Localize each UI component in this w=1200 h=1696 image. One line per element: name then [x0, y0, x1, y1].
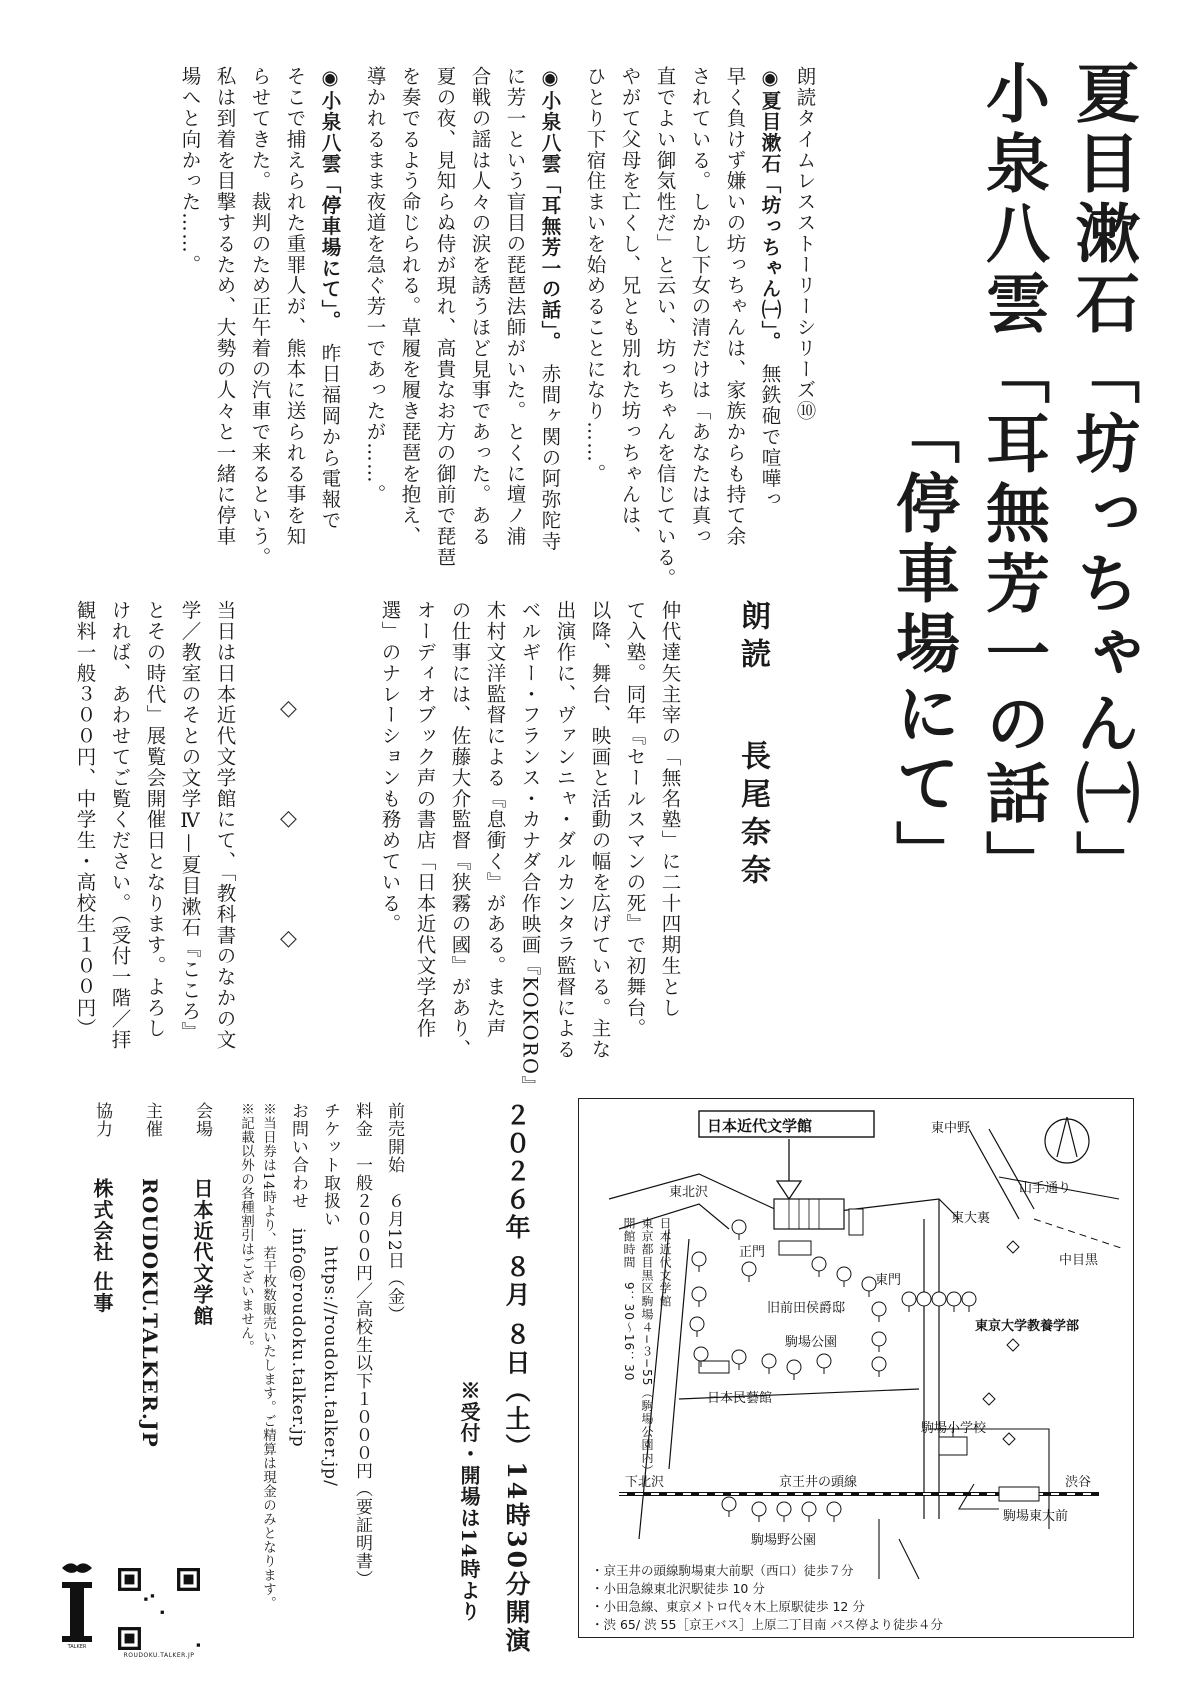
tree-icon [732, 1220, 746, 1234]
ticket-info[interactable]: チケット取扱い https://roudoku.talker.jp/ [320, 1102, 340, 1487]
story2-line: 導かれるまま夜道を急ぐ芳一であったが……。 [363, 66, 387, 505]
tree-icon [947, 1292, 961, 1306]
reader-bio-line: 仲代達矢主宰の「無名塾」に二十四期生とし [658, 600, 682, 1018]
presale-info: 前売開始 ６月12日（金） [384, 1102, 404, 1324]
tree-icon [692, 1287, 706, 1301]
tree-icon [827, 1502, 841, 1516]
story2-line: 夏の夜、見知らぬ侍が現れ、高貴なお方の御前で琵琶 [433, 66, 457, 568]
tree-icon [932, 1292, 946, 1306]
story2-first-line: ◉小泉八雲「耳無芳一の話」。 赤間ヶ関の阿弥陀寺 [538, 66, 562, 552]
building-marker [1003, 1433, 1015, 1445]
tree-icon [917, 1292, 931, 1306]
story2-line: を奏でるよう命じられる。草履を履き琵琶を抱え、 [398, 66, 422, 547]
diamond-ornament: ◇ [280, 926, 297, 951]
tree-icon [722, 1497, 736, 1511]
story3-heading: ◉小泉八雲「停車場にて」。 [318, 66, 342, 322]
exhibit-line: ければ、あわせてご覧ください。（受付一階／拝 [108, 600, 132, 1051]
building-marker [1007, 1339, 1019, 1351]
event-date: ２０２６年 ８月 ８日（土）14時30分開演 [502, 1102, 531, 1655]
qr-caption: ROUDOKU.TALKER.JP [123, 1652, 195, 1659]
exhibit-line: とその時代」展覧会開催日となります。よろし [143, 600, 167, 1039]
tree-icon [692, 1252, 706, 1266]
diamond-ornament: ◇ [280, 696, 297, 721]
building-marker [983, 1393, 995, 1405]
tree-icon [902, 1292, 916, 1306]
map-address-line: 日本近代文学館 [658, 1217, 672, 1308]
reader-bio-line: 選」のナレーションも務めている。 [378, 600, 402, 935]
tree-icon [694, 1347, 708, 1361]
reader-name: 長尾奈奈 [735, 740, 770, 892]
title-line-3: 「停車場にて」 [885, 400, 960, 890]
label-seimon: 正門 [739, 1245, 766, 1260]
tree-icon [802, 1502, 816, 1516]
title-line-2: 小泉八雲「耳無芳一の話」 [975, 60, 1050, 900]
reader-bio-line: 出演作に、ヴァンニャ・ダルカンタラ監督による [553, 600, 577, 1060]
map-title: 日本近代文学館 [707, 1117, 813, 1135]
label-komabatodaimae: 駒場東大前 [1003, 1509, 1069, 1524]
tree-icon [872, 1302, 886, 1316]
label-shibuya: 渋谷 [1065, 1475, 1092, 1490]
tree-icon [872, 1332, 886, 1346]
story3-line: 場へと向かった……。 [178, 66, 202, 275]
label-toudaiura: 東大裏 [951, 1211, 991, 1226]
venue-label: 会場 [192, 1102, 212, 1138]
label-kyouyou: 東京大学教養学部 [975, 1319, 1080, 1334]
label-higashinakano: 東中野 [931, 1121, 971, 1136]
story1-line: 早く負けず嫌いの坊っちゃんは、家族からも持て余 [723, 66, 747, 547]
story1-first-line: ◉夏目漱石「坊っちゃん㈠」。 無鉄砲で喧嘩っ [758, 66, 782, 510]
qr-module [125, 1575, 135, 1585]
story1-line: やがて父母を亡くし、兄とも別れた坊っちゃんは、 [618, 66, 642, 547]
label-higashikitazawa: 東北沢 [669, 1185, 709, 1200]
label-inokashira: 京王井の頭線 [779, 1475, 858, 1490]
tree-icon [762, 1354, 776, 1368]
story1-line: ひとり下宿住まいを始めることになり……。 [583, 66, 607, 484]
label-tomon: 東門 [875, 1273, 902, 1288]
tree-icon [690, 1317, 704, 1331]
talker-logo-text: TALKER [67, 1644, 87, 1650]
story3-line: らせてきた。裁判のため正午着の汽車で来るという。 [248, 66, 272, 568]
map-address-line: 東京都目黒区駒場４−３−55（駒場公園内） [640, 1217, 654, 1478]
qr-module [125, 1634, 135, 1644]
reader-label: 朗読 [735, 600, 770, 676]
tree-icon [787, 1360, 801, 1374]
qr-module [144, 1598, 147, 1601]
tree-icon [732, 1350, 746, 1364]
qr-module [184, 1575, 194, 1585]
label-shimokitazawa: 下北沢 [625, 1475, 665, 1490]
access-line: ・小田急線東北沢駅徒歩 10 分 [591, 1581, 765, 1596]
label-nakameguro: 中目黒 [1059, 1253, 1099, 1268]
tree-icon [962, 1292, 976, 1306]
label-maeda: 旧前田侯爵邸 [767, 1301, 846, 1316]
qr-module [161, 1611, 164, 1614]
map-address-line: 開館時間 9：30〜16：30 [622, 1217, 636, 1382]
host-name: ROUDOKU.TALKER.JP [138, 1178, 162, 1448]
story3-line: 私は到着を目撃するため、大勢の人々と一緒に停車 [213, 66, 237, 547]
exhibit-line: 観料一般３００円、中学生・高校生１００円） [73, 600, 97, 1039]
tree-icon [862, 1277, 876, 1291]
tree-icon [837, 1267, 851, 1281]
coop-name: 株式会社 仕事 [90, 1178, 114, 1314]
reader-bio-line: ベルギー・フランス・カナダ合作映画『KOKORO』 [518, 600, 542, 1097]
label-yamate: 山手通り [1019, 1181, 1072, 1196]
venue-name: 日本近代文学館 [190, 1178, 214, 1327]
label-komabano: 駒場野公園 [751, 1533, 817, 1548]
tree-icon [752, 1502, 766, 1516]
reader-bio-line: オーディオブック声の書店「日本近代文学名作 [413, 600, 437, 1039]
reader-bio-line: て入塾。同年『セールスマンの死』で初舞台。 [623, 600, 647, 1039]
qr-module [197, 1643, 200, 1646]
qr-code[interactable] [118, 1568, 200, 1659]
event-note: ※受付・開場は14時より [457, 1380, 481, 1623]
reader-bio-line: の仕事には、佐藤大介監督『狭霧の國』があり、 [448, 600, 472, 1060]
diamond-ornament: ◇ [280, 806, 297, 831]
title-line-1: 夏目漱石「坊っちゃん㈠」 [1065, 60, 1140, 900]
exhibit-line: 学／教室のそとの文学Ⅳ—夏目漱石『こころ』 [178, 600, 202, 1043]
tree-icon [812, 1257, 826, 1271]
access-map [578, 1098, 1134, 1638]
series-label: 朗読タイムレスストーリーシリーズ⑩ [793, 66, 817, 422]
contact-info[interactable]: お問い合わせ info@roudoku.talker.jp [288, 1102, 308, 1448]
story1-line: されている。しかし下女の清だけは「あなたは真っ [688, 66, 712, 547]
tree-icon [742, 1262, 756, 1276]
exhibit-line: 当日は日本近代文学館にて、「教科書のなかの文 [213, 600, 237, 1051]
story3-line: そこで捕えられた重罪人が、熊本に送られる事を知 [283, 66, 307, 547]
building-marker [1007, 1241, 1019, 1253]
access-line: ・渋 65/ 渋 55［京王バス］上原二丁目南 バス停より徒歩４分 [591, 1617, 943, 1632]
coop-label: 協力 [92, 1102, 112, 1138]
story2-line: 合戦の謡は人々の涙を誘うほど見事であった。ある [468, 66, 492, 547]
label-komaba-school: 駒場小学校 [921, 1421, 987, 1436]
tree-icon [777, 1502, 791, 1516]
access-line: ・小田急線、東京メトロ代々木上原駅徒歩 12 分 [591, 1599, 865, 1614]
label-komaba-park: 駒場公園 [785, 1335, 838, 1350]
story2-heading: ◉小泉八雲「耳無芳一の話」。 [538, 66, 562, 343]
access-line: ・京王井の頭線駒場東大前駅（西口）徒歩７分 [591, 1563, 854, 1578]
ticket-note: ※当日券は14時より、若干枚数販売いたします。ご精算は現金のみとなります。 [260, 1102, 276, 1611]
story1-heading: ◉夏目漱石「坊っちゃん㈠」。 [758, 66, 782, 343]
qr-module [151, 1594, 154, 1597]
discount-note: ※記載以外の各種割引はございません。 [238, 1102, 254, 1354]
story1-line: 直でよい御気性だ」と云い、坊っちゃんを信じている。 [653, 66, 677, 589]
tree-icon [872, 1357, 886, 1371]
story3-first-line: ◉小泉八雲「停車場にて」。 昨日福岡から電報で [318, 66, 342, 531]
price-info: 料金 一般２０００円／高校生以下１０００円（要証明書） [352, 1102, 372, 1588]
reader-bio-line: 以降、舞台、映画と活動の幅を広げている。主な [588, 600, 612, 1060]
label-mingei: 日本民藝館 [707, 1391, 773, 1406]
tree-icon [817, 1354, 831, 1368]
talker-logo [60, 1560, 94, 1650]
reader-bio-line: 木村文洋監督による『息衝く』がある。また声 [483, 600, 507, 1039]
host-label: 主催 [142, 1102, 162, 1138]
story2-line: に芳一という盲目の琵琶法師がいた。とくに壇ノ浦 [503, 66, 527, 547]
